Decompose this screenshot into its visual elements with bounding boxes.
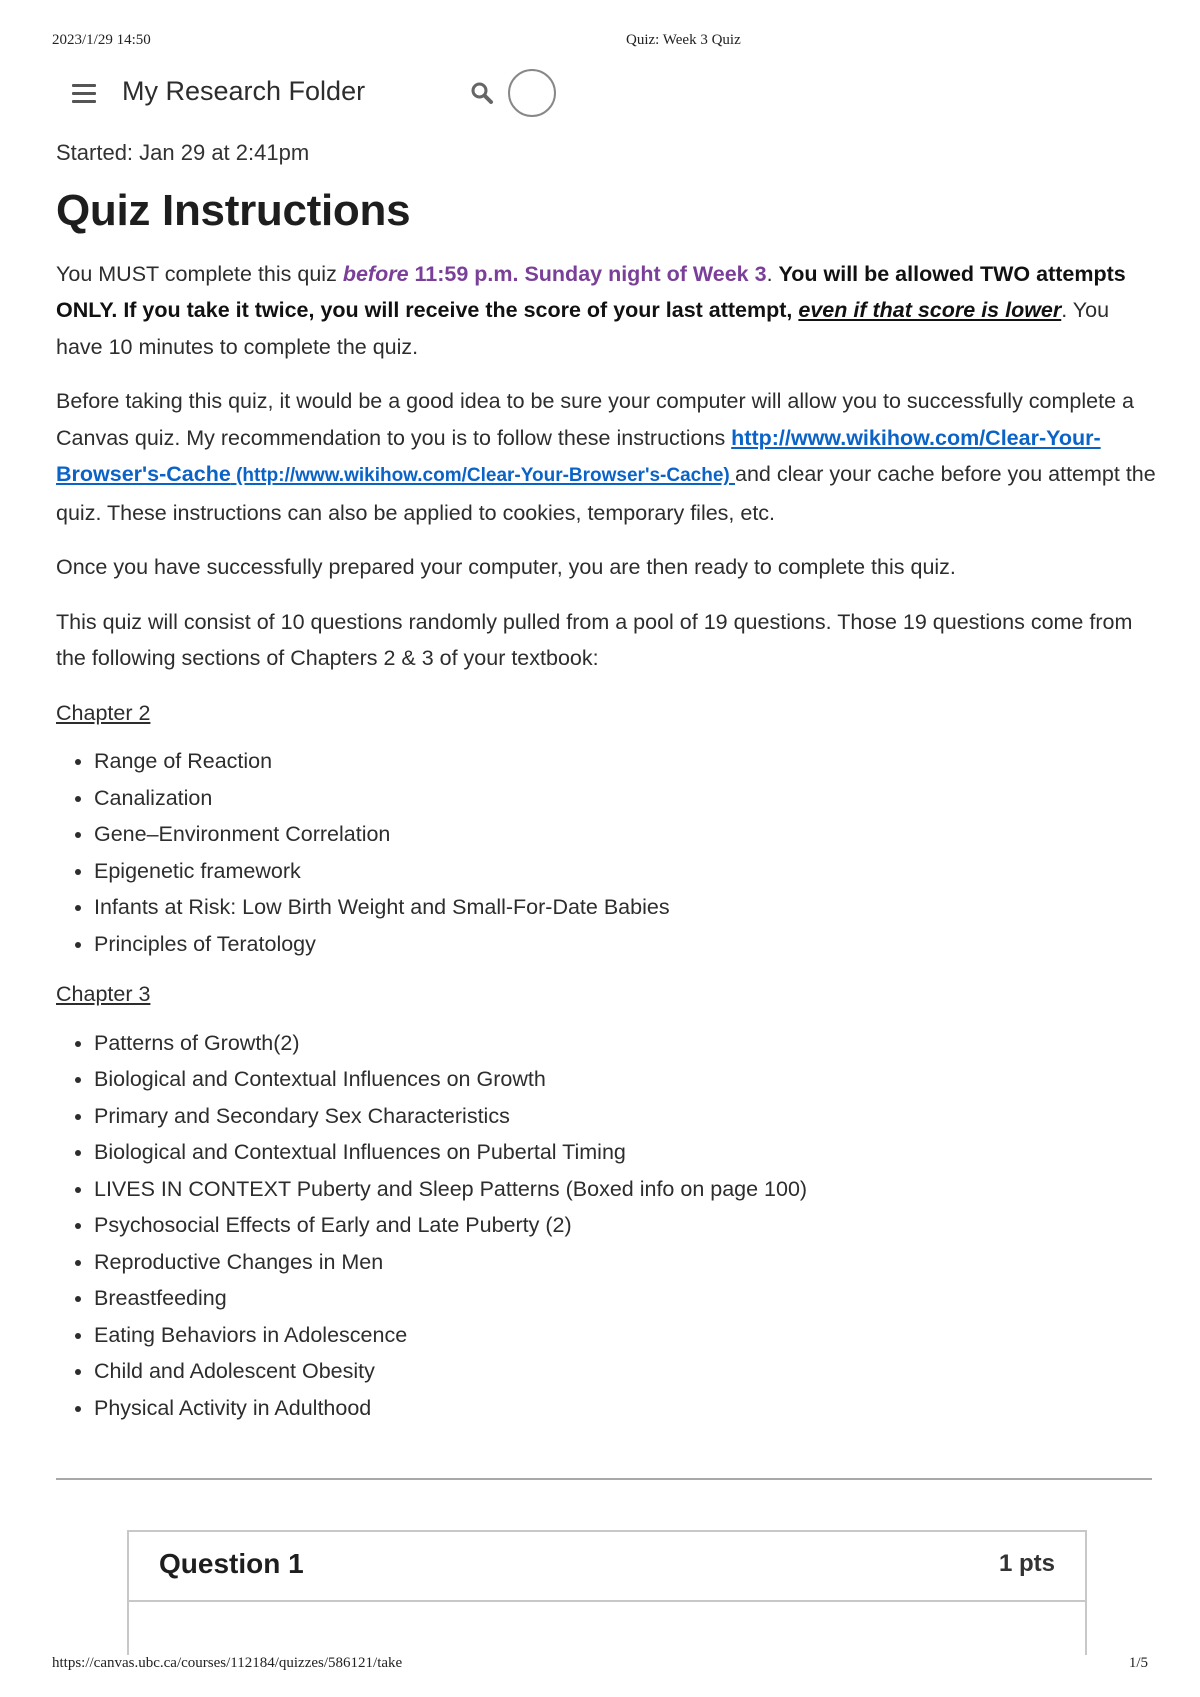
list-item: • Principles of Teratology: [94, 926, 1156, 963]
print-date: 2023/1/29 14:50: [52, 32, 151, 48]
section-divider: [56, 1478, 1152, 1480]
print-url: https://canvas.ubc.ca/courses/112184/quizzes/586121/take: [52, 1655, 403, 1671]
instructions-paragraph-1: You MUST complete this quiz before 11:59 p.m. Sunday night of Week 3. You will be allowed TWO attempts ONLY. If you take it twice, you will receive the score of your last attempt, even if that score is lower. You have 10 minutes to complete the quiz.: [56, 261, 1126, 359]
instructions-paragraph-3: Once you have successfully prepared your computer, you are then ready to complete this quiz.: [56, 555, 956, 579]
emphasis-text: even if that score is lower: [798, 298, 1062, 322]
wikihow-link[interactable]: http://www.wikihow.com/Clear-Your-Browser's-Cache (http://www.wikihow.com/Clear-Your-Browser's-Cache): [56, 425, 1101, 486]
print-footer: [52, 1655, 1148, 1675]
question-header: [129, 1532, 1085, 1602]
list-item: • Reproductive Changes in Men: [94, 1244, 1156, 1281]
page-title: Quiz Instructions: [56, 185, 411, 235]
instructions-paragraph-4: This quiz will consist of 10 questions randomly pulled from a pool of 19 questions. Those 19 questions come from the following sections of Chapters 2 & 3 of your textbook:: [56, 609, 1133, 670]
instructions-paragraph-2: Before taking this quiz, it would be a good idea to be sure your computer will allow you to successfully complete a Canvas quiz. My recommendation to you is to follow these instructions http://www.wikihow.com/Clear-Your-Browser's-Cache (http://www.wikihow.com/Clear-Your-Browser's-Cache) and clear your cache before you attempt the quiz. These instructions can also be applied to cookies, temporary files, etc.: [56, 389, 1156, 525]
quiz-content: [56, 135, 1156, 1440]
list-item: • Patterns of Growth(2): [94, 1025, 1156, 1062]
list-item: • Canalization: [94, 780, 1156, 817]
list-item: • Biological and Contextual Influences on Growth: [94, 1061, 1156, 1098]
list-item: • Epigenetic framework: [94, 853, 1156, 890]
list-item: • Biological and Contextual Influences on Pubertal Timing: [94, 1134, 1156, 1171]
search-icon[interactable]: [470, 81, 494, 105]
list-item: • Child and Adolescent Obesity: [94, 1353, 1156, 1390]
chapter-2-list: [56, 743, 1156, 962]
list-item: • Psychosocial Effects of Early and Late Puberty (2): [94, 1207, 1156, 1244]
folder-title[interactable]: My Research Folder: [122, 76, 366, 106]
list-item: • Eating Behaviors in Adolescence: [94, 1317, 1156, 1354]
list-item: • Breastfeeding: [94, 1280, 1156, 1317]
list-item: • Gene–Environment Correlation: [94, 816, 1156, 853]
top-bar: [60, 66, 580, 122]
started-time: Started: Jan 29 at 2:41pm: [56, 140, 310, 165]
print-title: Quiz: Week 3 Quiz: [626, 32, 741, 48]
question-points: 1 pts: [998, 1550, 1055, 1577]
list-item: • Range of Reaction: [94, 743, 1156, 780]
chapter-2-heading: Chapter 2: [56, 700, 151, 725]
list-item: • LIVES IN CONTEXT Puberty and Sleep Patterns (Boxed info on page 100): [94, 1171, 1156, 1208]
chapter-3-heading: Chapter 3: [56, 982, 151, 1006]
page-number: 1/5: [1128, 1655, 1148, 1671]
chapter-3-list: [56, 1025, 1156, 1427]
avatar[interactable]: [508, 69, 556, 117]
question-title: Question 1: [159, 1548, 304, 1579]
question-card: [127, 1530, 1087, 1662]
list-item: • Physical Activity in Adulthood: [94, 1390, 1156, 1427]
hamburger-icon[interactable]: [72, 84, 96, 104]
list-item: • Primary and Secondary Sex Characteristics: [94, 1098, 1156, 1135]
print-header: [52, 32, 1148, 52]
list-item: • Infants at Risk: Low Birth Weight and Small-For-Date Babies: [94, 889, 1156, 926]
